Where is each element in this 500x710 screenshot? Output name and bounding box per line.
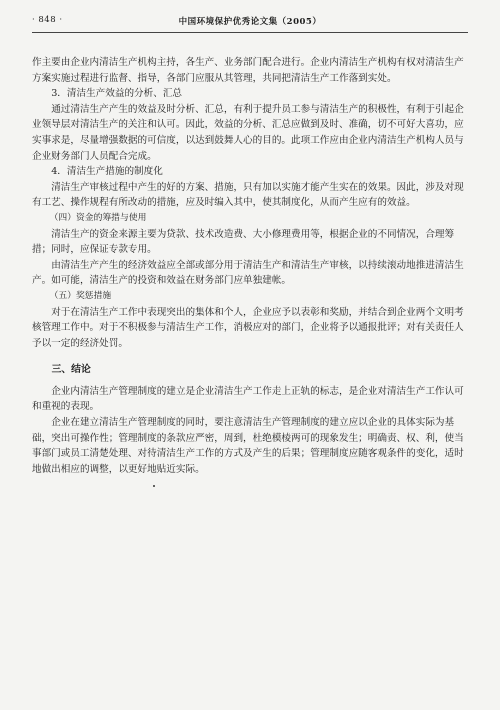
section-heading-conclusion: 三、结论 bbox=[51, 364, 91, 376]
heading-measures-institutionalization: 4．清洁生产措施的制度化 bbox=[51, 166, 163, 178]
paragraph-funds-use: 由清洁生产产生的经济效益应全部或部分用于清洁生产和清洁生产审核，以持续滚动地推进清洁生产。如可能，清洁生产的投资和效益在财务部门应单独建帐。 bbox=[32, 259, 464, 287]
stray-mark bbox=[153, 485, 155, 487]
article-body bbox=[32, 55, 472, 477]
paragraph-conclusion-2: 企业在建立清洁生产管理制度的同时，要注意清洁生产管理制度的建立应以企业的具体实际为基础，突出可操作性；管理制度的条款应严密，周到，杜绝模棱两可的现象发生；明确责、权、利，使当事部门或员工清楚处理、对待清洁生产工作的方式及产生的后果；管理制度应随客观条件的变化，适时地做出相应的调整，以更好地贴近实际。 bbox=[32, 417, 464, 475]
paragraph-conclusion-1: 企业内清洁生产管理制度的建立是企业清洁生产工作走上正轨的标志，是企业对清洁生产工作认可和重视的表现。 bbox=[32, 385, 464, 413]
subheading-funds: （四）资金的筹措与使用 bbox=[49, 212, 147, 223]
subheading-rewards: （五）奖惩措施 bbox=[49, 290, 112, 301]
book-title: 中国环境保护优秀论文集（2005） bbox=[178, 17, 322, 27]
page-number: · 848 · bbox=[32, 15, 63, 25]
paragraph-continued: 作主要由企业内清洁生产机构主持，各生产、业务部门配合进行。企业内清洁生产机构有权对清洁生产方案实施过程进行监督、指导，各部门应服从其管理，共同把清洁生产工作落到实处。 bbox=[32, 57, 464, 84]
paragraph-efficiency: 通过清洁生产产生的效益及时分析、汇总，有利于提升员工参与清洁生产的积极性，有利于引起企业领导层对清洁生产的关注和认可。因此，效益的分析、汇总应做到及时、准确，切不可好大喜功，应实事求是，尽量增强数据的可信度，以达到鼓舞人心的目的。此项工作应由企业内清洁生产机构人员与企业财务部门人员配合完成。 bbox=[32, 103, 464, 162]
header-rule bbox=[32, 32, 468, 33]
heading-efficiency-analysis: 3．清洁生产效益的分析、汇总 bbox=[51, 88, 183, 100]
running-header bbox=[32, 11, 468, 31]
paragraph-rewards: 对于在清洁生产工作中表现突出的集体和个人，企业应予以表彰和奖励，并结合到企业两个文明考核管理工作中。对于不积极参与清洁生产工作，消极应对的部门，企业将予以通报批评；对有关责任人予以一定的经济处罚。 bbox=[32, 306, 464, 349]
paragraph-measures: 清洁生产审核过程中产生的好的方案、措施，只有加以实施才能产生实在的效果。因此，涉及对现有工艺、操作规程有所改动的措施，应及时编入其中，使其制度化，从而产生应有的效益。 bbox=[32, 181, 464, 209]
paragraph-funds-source: 清洁生产的资金来源主要为贷款、技术改造费、大小修理费用等，根据企业的不同情况，合理筹措；同时，应保证专款专用。 bbox=[32, 228, 455, 256]
